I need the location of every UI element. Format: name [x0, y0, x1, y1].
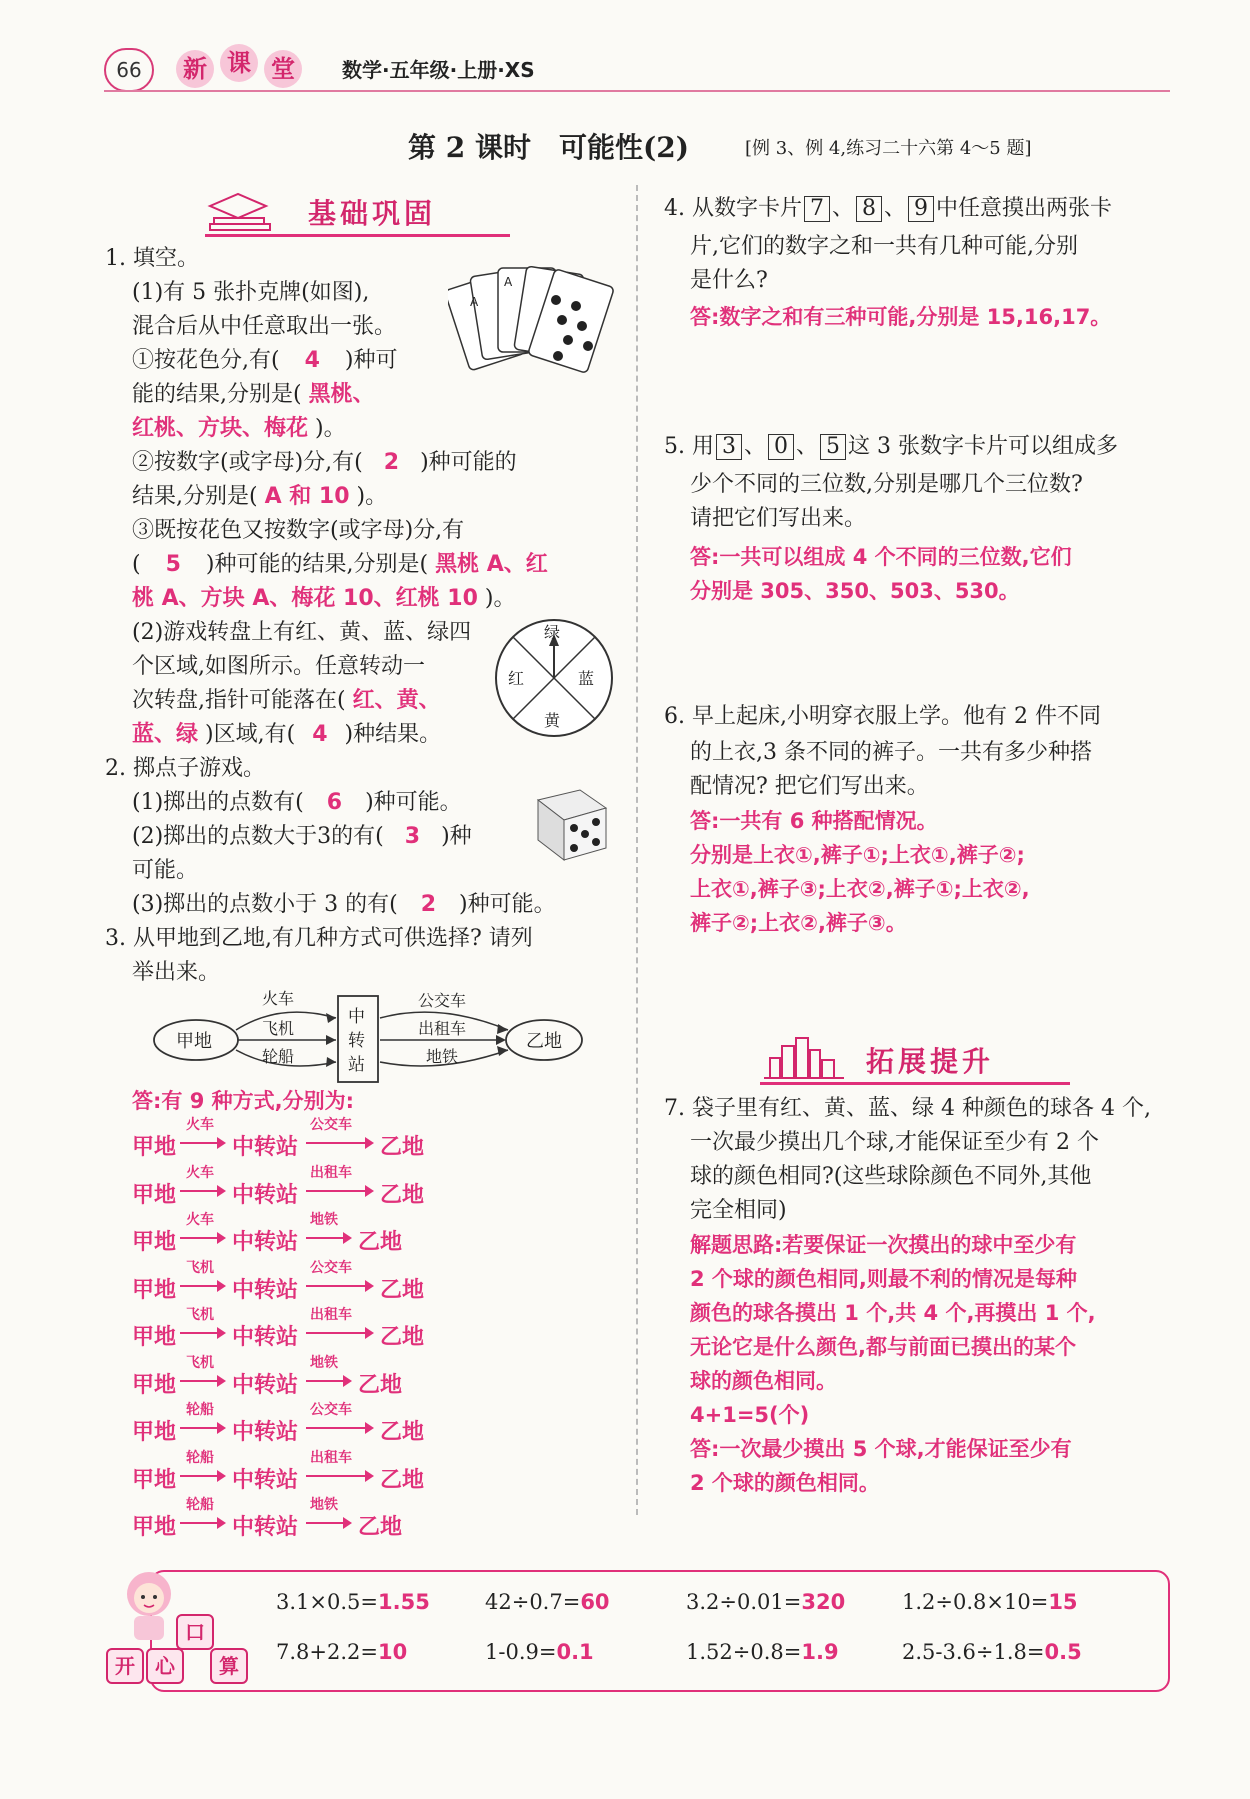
- q2-l1-text: (1)掷出的点数有(: [132, 790, 304, 815]
- q1-i2b-answer: A 和 10: [264, 484, 350, 509]
- q1-i2-end: )种可能的: [420, 450, 517, 475]
- route-mode-2: 出租车: [310, 1164, 352, 1181]
- q4-card-1: 7: [804, 196, 830, 222]
- q1-p2-line2: 个区域,如图所示。任意转动一: [132, 654, 425, 679]
- route-mode-1: 火车: [186, 1212, 214, 1228]
- q1-i2b-text: 结果,分别是(: [132, 484, 258, 509]
- q5-answer-2: 分别是 305、350、503、530。: [690, 579, 1020, 603]
- q1-p2d-answer: 蓝、绿: [132, 722, 199, 747]
- route-mode-2: 地铁: [310, 1212, 338, 1228]
- q7-answer-7: 答:一次最少摸出 5 个球,才能保证至少有: [690, 1437, 1072, 1461]
- route-from: 甲地: [132, 1372, 177, 1398]
- route-arrow-2: [306, 1522, 350, 1524]
- q1-i3-line1: ③既按花色又按数字(或字母)分,有: [132, 518, 465, 543]
- q1-i2-line1: [132, 446, 517, 480]
- route-arrow-1: [180, 1427, 224, 1429]
- route-mode-2: 出租车: [310, 1449, 352, 1466]
- q3-answer-head: 答:有 9 种方式,分别为:: [132, 1089, 355, 1113]
- q7-answer-1: 解题思路:若要保证一次摸出的球中至少有: [690, 1233, 1077, 1257]
- q4-line3: 是什么?: [690, 268, 768, 293]
- q5-line1: 5. 用 3 、 0 、 5 这 3 张数字卡片可以组成多: [664, 434, 1118, 459]
- q4-l1-post: 中任意摸出两张卡: [936, 196, 1113, 221]
- diagram-left-1: 火车: [262, 989, 295, 1008]
- oral-label-4: 算: [210, 1648, 248, 1684]
- route-arrow-2: [306, 1427, 372, 1429]
- q4-line2: 片,它们的数字之和一共有几种可能,分别: [690, 234, 1078, 259]
- q2-l2-text: (2)掷出的点数大于3的有(: [132, 824, 384, 849]
- section-extend-underline: [760, 1082, 1070, 1085]
- route-to: 乙地: [380, 1325, 425, 1350]
- q2-line2b: 可能。: [132, 858, 199, 883]
- route-mode-1: 轮船: [186, 1497, 214, 1513]
- section-extend-title: 拓展提升: [866, 1045, 995, 1078]
- brand-char-2: 课: [220, 44, 258, 82]
- q2-l2-answer: 3: [404, 824, 421, 849]
- oral-calc-question: 3.1×0.5=: [276, 1590, 378, 1614]
- q6-answer-4: 裤子②;上衣②,裤子③。: [690, 911, 907, 935]
- route-item: [132, 1164, 462, 1208]
- route-item: [132, 1212, 462, 1255]
- q6-line1: 6. 早上起床,小明穿衣服上学。他有 2 件不同: [664, 704, 1101, 729]
- q7-line3: 球的颜色相同?(这些球除颜色不同外,其他: [690, 1164, 1092, 1189]
- route-arrow-1: [180, 1332, 224, 1334]
- route-arrow-1: [180, 1190, 224, 1192]
- oral-calc-answer: 60: [580, 1590, 610, 1614]
- oral-calc-answer: 0.5: [1044, 1640, 1082, 1664]
- q1-i1c-answer: 红桃、方块、梅花: [132, 416, 309, 441]
- diagram-left-3: 轮船: [262, 1047, 295, 1066]
- route-mode-2: 公交车: [310, 1117, 352, 1133]
- route-from: 甲地: [132, 1420, 177, 1445]
- route-arrow-1: [180, 1285, 224, 1287]
- oral-label-1: 开: [106, 1648, 144, 1684]
- route-from: 甲地: [132, 1135, 177, 1160]
- q2-l3-end: )种可能。: [459, 892, 556, 917]
- route-arrow-1: [180, 1522, 224, 1524]
- route-mid: 中转站: [232, 1325, 299, 1350]
- q1-i3c-end: )。: [484, 586, 516, 611]
- route-from: 甲地: [132, 1325, 177, 1350]
- q2-heading: 2. 掷点子游戏。: [105, 756, 265, 781]
- spinner-image: [490, 614, 618, 742]
- route-mode-1: 火车: [186, 1117, 214, 1133]
- oral-calc-item: [485, 1590, 610, 1614]
- header-rule: [104, 90, 1170, 92]
- q7-answer-3: 颜色的球各摸出 1 个,共 4 个,再摸出 1 个,: [690, 1301, 1096, 1325]
- q6-line2: 的上衣,3 条不同的裤子。一共有多少种搭: [690, 740, 1092, 765]
- q5-l1-pre: 5. 用: [664, 434, 714, 459]
- route-mode-1: 飞机: [186, 1307, 214, 1323]
- dice-image: [528, 778, 614, 864]
- q5-card-1: 3: [716, 434, 742, 460]
- diagram-hub-2: 转: [348, 1031, 365, 1051]
- route-mode-1: 轮船: [186, 1449, 214, 1466]
- q2-l2-end: )种: [441, 824, 472, 849]
- route-item: [132, 1354, 462, 1398]
- q5-line3: 请把它们写出来。: [690, 506, 867, 531]
- brand-char-1: 新: [176, 50, 214, 88]
- column-divider: [636, 185, 638, 1515]
- q4-line1: 4. 从数字卡片 7 、 8 、 9 中任意摸出两张卡: [664, 196, 1113, 221]
- route-mid: 中转站: [232, 1515, 299, 1540]
- diagram-end: 乙地: [526, 1031, 562, 1052]
- route-mode-2: 地铁: [310, 1354, 338, 1371]
- oral-calc-item: [902, 1590, 1078, 1614]
- lesson-reference: [例 3、例 4,练习二十六第 4～5 题]: [745, 138, 1032, 159]
- q7-line2: 一次最少摸出几个球,才能保证至少有 2 个: [690, 1130, 1099, 1155]
- q1-i3-line2: [132, 548, 548, 582]
- route-from: 甲地: [132, 1277, 177, 1303]
- playing-cards-image: [448, 262, 618, 392]
- diagram-hub-1: 中: [348, 1007, 365, 1027]
- q6-answer-2: 分别是上衣①,裤子①;上衣①,裤子②;: [690, 843, 1025, 867]
- section-basic-title: 基础巩固: [308, 197, 437, 230]
- graduation-cap-icon: [200, 188, 280, 234]
- q1-p2-line1: (2)游戏转盘上有红、黄、蓝、绿四: [132, 620, 472, 645]
- route-from: 甲地: [132, 1230, 177, 1255]
- q4-l1-pre: 4. 从数字卡片: [664, 196, 802, 221]
- q1-heading: 1. 填空。: [105, 246, 199, 271]
- route-to: 乙地: [380, 1467, 425, 1493]
- lesson-title: 第 2 课时 可能性(2): [408, 131, 689, 164]
- oral-calc-answer: 0.1: [556, 1640, 594, 1664]
- q1-i1b-answer: 黑桃、: [308, 382, 375, 407]
- route-mid: 中转站: [232, 1182, 299, 1208]
- oral-calc-question: 42÷0.7=: [485, 1590, 581, 1614]
- route-to: 乙地: [380, 1182, 425, 1208]
- route-arrow-2: [306, 1332, 372, 1334]
- svg-text:A: A: [470, 295, 479, 309]
- q6-line3: 配情况? 把它们写出来。: [690, 774, 929, 799]
- oral-calc-question: 1.2÷0.8×10=: [902, 1590, 1049, 1614]
- oral-calc-item: [686, 1640, 839, 1664]
- q1-i3c-answer: 桃 A、方块 A、梅花 10、红桃 10: [132, 586, 478, 611]
- page-number: 66: [104, 48, 154, 92]
- diagram-right-3: 地铁: [426, 1047, 459, 1066]
- route-arrow-2: [306, 1285, 372, 1287]
- route-arrow-1: [180, 1475, 224, 1477]
- diagram-right-1: 公交车: [418, 991, 467, 1010]
- route-mid: 中转站: [232, 1420, 299, 1445]
- oral-calc-panel: [150, 1570, 1170, 1692]
- q1-i1b-text: 能的结果,分别是(: [132, 382, 302, 407]
- q1-i3b-mid: )种可能的结果,分别是(: [205, 552, 429, 577]
- diagram-left-2: 飞机: [262, 1019, 295, 1038]
- route-mode-1: 轮船: [186, 1402, 214, 1418]
- route-arrow-1: [180, 1142, 224, 1144]
- oral-calc-question: 2.5-3.6÷1.8=: [902, 1640, 1045, 1664]
- q5-answer-1: 答:一共可以组成 4 个不同的三位数,它们: [690, 545, 1072, 569]
- route-mid: 中转站: [232, 1277, 299, 1303]
- route-mode-2: 公交车: [310, 1402, 352, 1418]
- route-arrow-2: [306, 1190, 372, 1192]
- oral-calc-answer: 320: [801, 1590, 846, 1614]
- route-mid: 中转站: [232, 1467, 299, 1493]
- q1-i1-text: ①按花色分,有(: [132, 348, 280, 373]
- route-arrow-2: [306, 1380, 350, 1382]
- oral-calc-item: [902, 1640, 1082, 1664]
- oral-calc-question: 7.8+2.2=: [276, 1640, 378, 1664]
- route-to: 乙地: [358, 1515, 403, 1540]
- route-diagram: [150, 984, 590, 1084]
- route-item: [132, 1259, 462, 1303]
- brand-char-3: 堂: [264, 50, 302, 88]
- q1-p2c-answer: 红、黄、: [352, 688, 441, 713]
- city-skyline-icon: [764, 1032, 844, 1082]
- route-to: 乙地: [380, 1277, 425, 1303]
- oral-calc-item: [276, 1640, 407, 1664]
- route-mid: 中转站: [232, 1372, 299, 1398]
- spinner-label-red: 红: [508, 669, 525, 688]
- q4-card-3: 9: [908, 196, 934, 222]
- route-arrow-1: [180, 1237, 224, 1239]
- route-item: [132, 1449, 462, 1493]
- q4-answer: 答:数字之和有三种可能,分别是 15,16,17。: [690, 305, 1112, 329]
- q7-answer-2: 2 个球的颜色相同,则最不利的情况是每种: [690, 1267, 1077, 1291]
- q2-line3: [132, 888, 556, 922]
- q7-line1: 7. 袋子里有红、黄、蓝、绿 4 种颜色的球各 4 个,: [664, 1096, 1151, 1121]
- q1-p2-line4: [132, 718, 441, 752]
- q1-i1-end: )种可: [344, 348, 398, 373]
- route-item: [132, 1117, 462, 1160]
- q1-i2-line2: [132, 480, 387, 514]
- q7-answer-4: 无论它是什么颜色,都与前面已摸出的某个: [690, 1335, 1076, 1359]
- oral-calc-answer: 15: [1048, 1590, 1078, 1614]
- q2-line2: [132, 820, 472, 854]
- q1-p2d-end: )种结果。: [344, 722, 442, 747]
- q7-answer-6: 4+1=5(个): [690, 1403, 810, 1427]
- oral-calc-question: 1-0.9=: [485, 1640, 557, 1664]
- oral-calc-answer: 10: [378, 1640, 408, 1664]
- q5-line2: 少个不同的三位数,分别是哪几个三位数?: [690, 472, 1083, 497]
- subject-label: 数学·五年级·上册·XS: [342, 58, 535, 82]
- spinner-label-blue: 蓝: [578, 669, 595, 688]
- girl-mascot-icon: [114, 1560, 184, 1646]
- route-arrow-1: [180, 1380, 224, 1382]
- route-to: 乙地: [380, 1420, 425, 1445]
- q5-l1-post: 这 3 张数字卡片可以组成多: [848, 434, 1118, 459]
- q7-line4: 完全相同): [690, 1198, 787, 1223]
- route-arrow-2: [306, 1237, 350, 1239]
- oral-calc-question: 1.52÷0.8=: [686, 1640, 802, 1664]
- oral-calc-answer: 1.55: [378, 1590, 430, 1614]
- spinner-label-yellow: 黄: [544, 711, 561, 730]
- oral-label-2: 心: [146, 1648, 184, 1684]
- oral-label-3: 口: [176, 1614, 214, 1650]
- q1-p1-line2: 混合后从中任意取出一张。: [132, 314, 397, 339]
- svg-text:A: A: [504, 275, 513, 289]
- route-mode-1: 火车: [186, 1164, 214, 1181]
- oral-calc-item: [276, 1590, 430, 1614]
- q1-i1-line1: [132, 344, 397, 378]
- q1-i1c-end: )。: [315, 416, 346, 441]
- q1-i3b-answer: 5: [165, 552, 181, 577]
- route-item: [132, 1402, 462, 1445]
- section-basic-underline: [205, 234, 510, 237]
- q2-l1-end: )种可能。: [365, 790, 462, 815]
- q1-i2-answer: 2: [383, 450, 400, 475]
- q1-p2c-text: 次转盘,指针可能落在(: [132, 688, 346, 713]
- q1-p1-line1: (1)有 5 张扑克牌(如图),: [132, 280, 370, 305]
- q7-answer-5: 球的颜色相同。: [690, 1369, 837, 1393]
- oral-calc-answer: 1.9: [801, 1640, 839, 1664]
- route-mode-1: 飞机: [186, 1354, 214, 1371]
- oral-calc-question: 3.2÷0.01=: [686, 1590, 802, 1614]
- q1-i1-line3: [132, 412, 346, 446]
- oral-calc-item: [485, 1640, 594, 1664]
- q3-line2: 举出来。: [132, 960, 221, 985]
- route-arrow-2: [306, 1142, 372, 1144]
- q3-line1: 3. 从甲地到乙地,有几种方式可供选择? 请列: [105, 926, 533, 951]
- q1-i3b-pre: (: [132, 552, 141, 577]
- q4-card-2: 8: [856, 196, 882, 222]
- route-from: 甲地: [132, 1515, 177, 1540]
- route-item: [132, 1307, 462, 1350]
- q1-p2d-mid: )区域,有(: [205, 722, 296, 747]
- route-arrow-2: [306, 1475, 372, 1477]
- diagram-right-2: 出租车: [418, 1019, 467, 1038]
- route-mode-1: 飞机: [186, 1259, 214, 1276]
- q5-card-2: 0: [768, 434, 794, 460]
- q2-l1-answer: 6: [326, 790, 343, 815]
- q7-answer-8: 2 个球的颜色相同。: [690, 1471, 880, 1495]
- diagram-hub-3: 站: [348, 1055, 365, 1075]
- route-from: 甲地: [132, 1467, 177, 1493]
- q6-answer-3: 上衣①,裤子③;上衣②,裤子①;上衣②,: [690, 877, 1030, 901]
- q5-card-3: 5: [820, 434, 846, 460]
- diagram-start: 甲地: [176, 1031, 212, 1052]
- q6-answer-1: 答:一共有 6 种搭配情况。: [690, 809, 938, 833]
- q2-l3-text: (3)掷出的点数小于 3 的有(: [132, 892, 398, 917]
- q1-p2d-answer2: 4: [312, 722, 328, 747]
- q1-i3-line3: [132, 582, 516, 616]
- q1-i1-answer: 4: [304, 348, 320, 373]
- route-mid: 中转站: [232, 1230, 299, 1255]
- q1-i1-line2: [132, 378, 375, 412]
- route-to: 乙地: [358, 1372, 403, 1398]
- q2-line1: [132, 786, 462, 820]
- route-from: 甲地: [132, 1182, 177, 1208]
- q2-l3-answer: 2: [420, 892, 437, 917]
- route-mode-2: 出租车: [310, 1307, 352, 1323]
- route-item: [132, 1497, 462, 1540]
- q1-p2-line3: [132, 684, 441, 718]
- route-to: 乙地: [358, 1230, 403, 1255]
- q1-i2-text: ②按数字(或字母)分,有(: [132, 450, 363, 475]
- q1-i3b-answer2: 黑桃 A、红: [435, 552, 548, 577]
- q1-i2b-end: )。: [356, 484, 388, 509]
- route-mode-2: 地铁: [310, 1497, 338, 1513]
- route-to: 乙地: [380, 1135, 425, 1160]
- route-mid: 中转站: [232, 1135, 299, 1160]
- oral-calc-item: [686, 1590, 845, 1614]
- spinner-label-green: 绿: [544, 623, 561, 642]
- route-mode-2: 公交车: [310, 1259, 352, 1276]
